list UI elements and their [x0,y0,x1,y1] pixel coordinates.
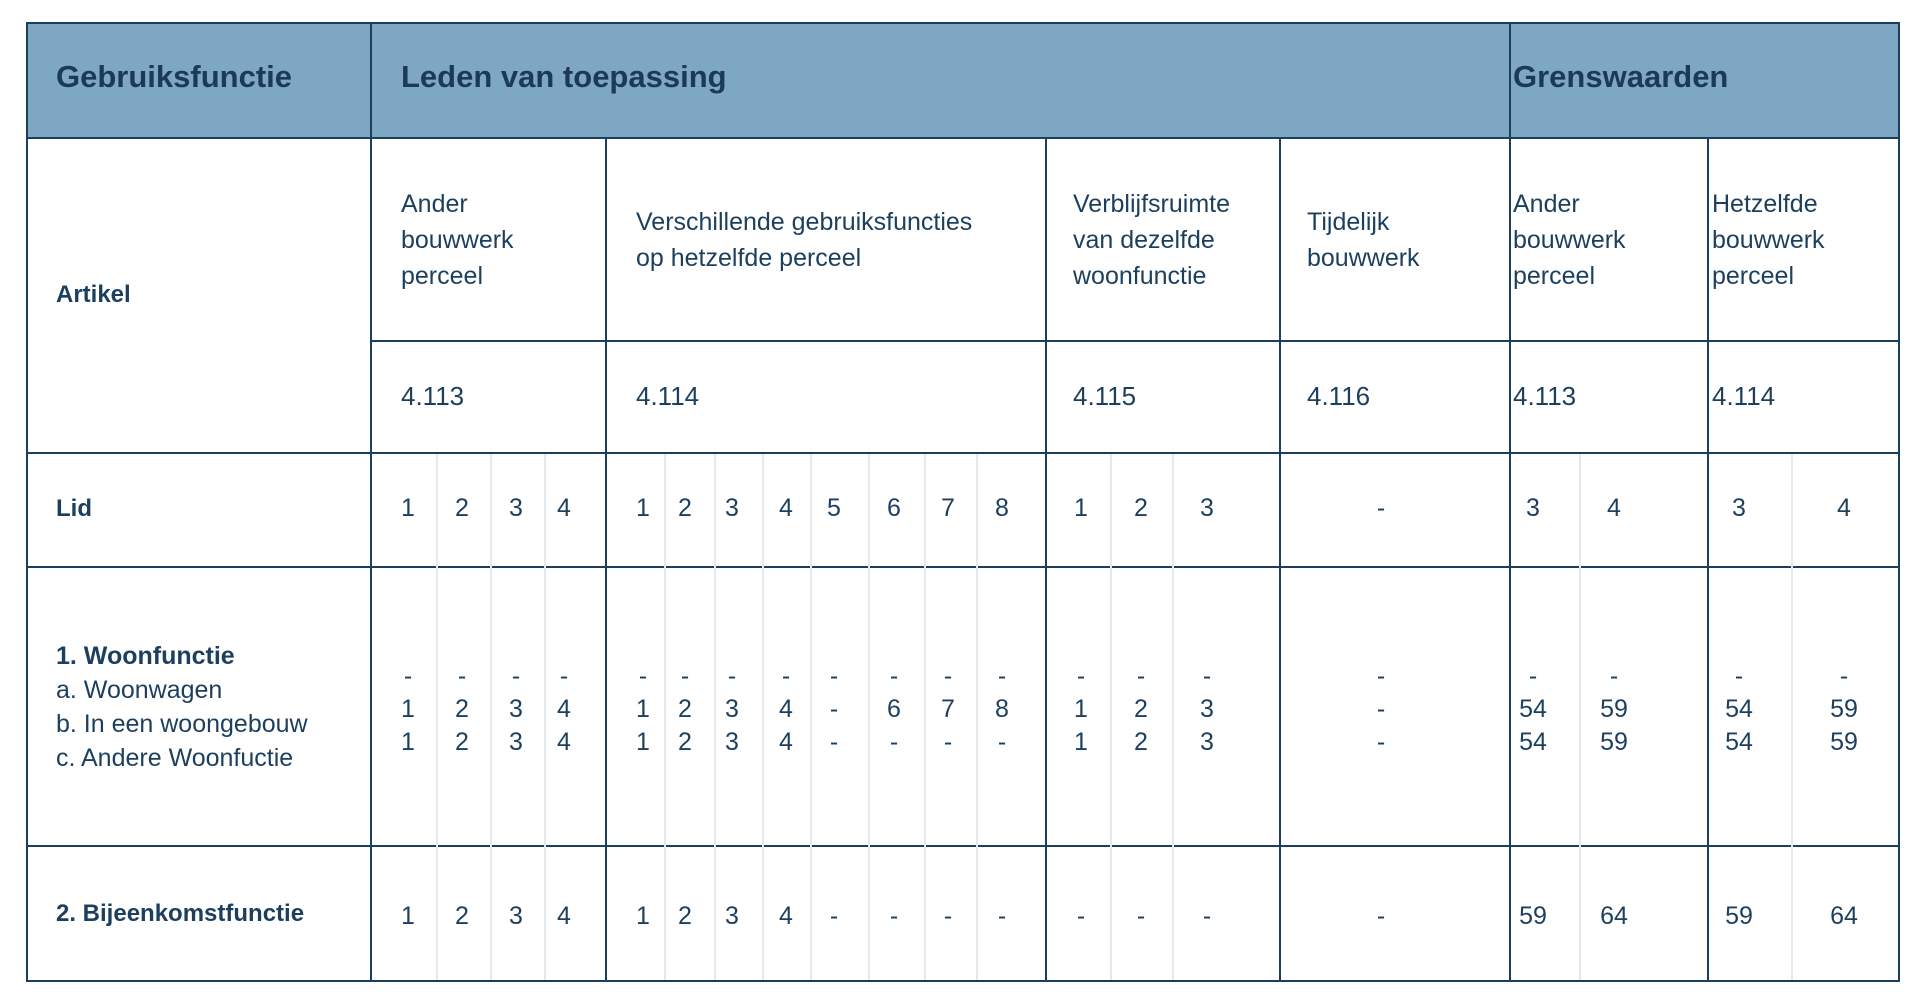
bijeenkomst-value: 1 [401,902,415,930]
lid-value: 1 [401,494,415,522]
header-grenswaarden: Grenswaarden [1513,59,1729,94]
sub-column-divider [868,454,870,980]
row-divider [26,137,1900,139]
woonfunctie-value: - 2 2 [455,662,469,756]
woonfunctie-value: - 3 3 [509,662,523,756]
lid-value: 4 [1837,494,1851,522]
lid-value: 7 [941,494,955,522]
artikel-number: 4.116 [1307,381,1371,411]
woonfunctie-value: - 3 3 [725,662,739,756]
bijeenkomst-value: - [1136,902,1146,930]
woonfunctie-value: - - - [829,662,839,756]
bijeenkomst-value: 64 [1600,902,1628,930]
bijeenkomst-value: - [997,902,1007,930]
lid-value: 3 [1732,494,1746,522]
row-label-woonfunctie [56,639,308,775]
lid-value: 2 [678,494,692,522]
artikel-title-grens-ander: Ander bouwwerk perceel [1513,190,1626,290]
artikel-title-grens-hetzelfde: Hetzelfde bouwwerk perceel [1712,190,1825,290]
woonfunctie-value: - - - [1376,662,1386,756]
artikel-number: 4.114 [636,381,700,411]
lid-value: 1 [1074,494,1088,522]
woonfunctie-sub-a: a. Woonwagen [56,676,223,704]
woonfunctie-value: - 1 1 [1074,662,1088,756]
lid-value: 3 [1200,494,1214,522]
table-border [26,22,1900,24]
sub-column-divider [1172,454,1174,980]
row-divider [26,566,1900,568]
bijeenkomst-value: - [829,902,839,930]
woonfunctie-value: - 2 2 [1134,662,1148,756]
woonfunctie-value: - 59 59 [1600,662,1628,756]
woonfunctie-value: - 54 54 [1519,662,1547,756]
bijeenkomst-value: 3 [725,902,739,930]
row-label-lid: Lid [56,495,92,522]
artikel-number: 4.114 [1712,381,1776,411]
bijeenkomst-value: - [889,902,899,930]
sub-column-divider [976,454,978,980]
column-divider [1707,137,1709,982]
lid-value: 3 [725,494,739,522]
woonfunctie-value: - 3 3 [1200,662,1214,756]
lid-value: 2 [455,494,469,522]
woonfunctie-value: - 1 1 [636,662,650,756]
lid-value: 4 [1607,494,1621,522]
woonfunctie-value: - 1 1 [401,662,415,756]
sub-column-divider [810,454,812,980]
sub-column-divider [664,454,666,980]
lid-value: 3 [509,494,523,522]
sub-column-divider [714,454,716,980]
bijeenkomst-value: 3 [509,902,523,930]
requirements-table [26,22,1900,982]
lid-value: 4 [557,494,571,522]
woonfunctie-value: - 54 54 [1725,662,1753,756]
bijeenkomst-value: - [943,902,953,930]
bijeenkomst-value: 2 [678,902,692,930]
bijeenkomst-value: - [1202,902,1212,930]
artikel-title-ander-bouwwerk: Ander bouwwerk perceel [401,190,514,290]
row-label-bijeenkomstfunctie: 2. Bijeenkomstfunctie [56,900,305,927]
woonfunctie-title: 1. Woonfunctie [56,642,235,670]
artikel-title-verblijfsruimte: Verblijfsruimte van dezelfde woonfunctie [1073,190,1230,290]
table-border [1898,22,1900,982]
sub-column-divider [1110,454,1112,980]
bijeenkomst-value: 1 [636,902,650,930]
sub-column-divider [924,454,926,980]
artikel-number: 4.113 [401,381,465,411]
lid-value: 1 [636,494,650,522]
artikel-title-verschillende-functies: Verschillende gebruiksfuncties op hetzelfde perceel [636,208,973,272]
bijeenkomst-value: 2 [455,902,469,930]
lid-value: 8 [995,494,1009,522]
lid-value: 5 [827,494,841,522]
woonfunctie-value: - 8 - [995,662,1009,756]
bijeenkomst-value: 59 [1519,902,1547,930]
column-divider [1509,22,1511,982]
column-divider [605,137,607,982]
lid-value: 2 [1134,494,1148,522]
sub-column-divider [544,454,546,980]
sub-column-divider [490,454,492,980]
column-divider [1279,137,1281,982]
column-divider [1045,137,1047,982]
artikel-number: 4.115 [1073,381,1137,411]
lid-value: - [1376,494,1386,522]
woonfunctie-sub-c: c. Andere Woonfuctie [56,744,294,772]
bijeenkomst-value: 59 [1725,902,1753,930]
bijeenkomst-value: 4 [557,902,571,930]
bijeenkomst-value: - [1076,902,1086,930]
sub-column-divider [762,454,764,980]
woonfunctie-value: - 2 2 [678,662,692,756]
bijeenkomst-value: - [1376,902,1386,930]
bijeenkomst-value: 4 [779,902,793,930]
woonfunctie-sub-b: b. In een woongebouw [56,710,308,738]
row-divider [26,845,1900,847]
row-divider [370,340,1900,342]
row-divider [26,452,1900,454]
header-gebruiksfunctie: Gebruiksfunctie [56,59,292,94]
woonfunctie-value: - 4 4 [557,662,571,756]
lid-value: 6 [887,494,901,522]
sub-column-divider [436,454,438,980]
woonfunctie-value: - 6 - [887,662,901,756]
artikel-title-tijdelijk: Tijdelijk bouwwerk [1307,208,1420,272]
woonfunctie-value: - 59 59 [1830,662,1858,756]
bijeenkomst-value: 64 [1830,902,1858,930]
artikel-number: 4.113 [1513,381,1577,411]
lid-value: 3 [1526,494,1540,522]
row-label-artikel: Artikel [56,281,131,308]
woonfunctie-value: - 7 - [941,662,955,756]
table-border [26,22,28,982]
lid-value: 4 [779,494,793,522]
table-border [26,980,1900,982]
woonfunctie-value: - 4 4 [779,662,793,756]
column-divider [370,22,372,982]
sub-column-divider [1579,454,1581,980]
header-leden-van-toepassing: Leden van toepassing [401,59,727,94]
sub-column-divider [1791,454,1793,980]
